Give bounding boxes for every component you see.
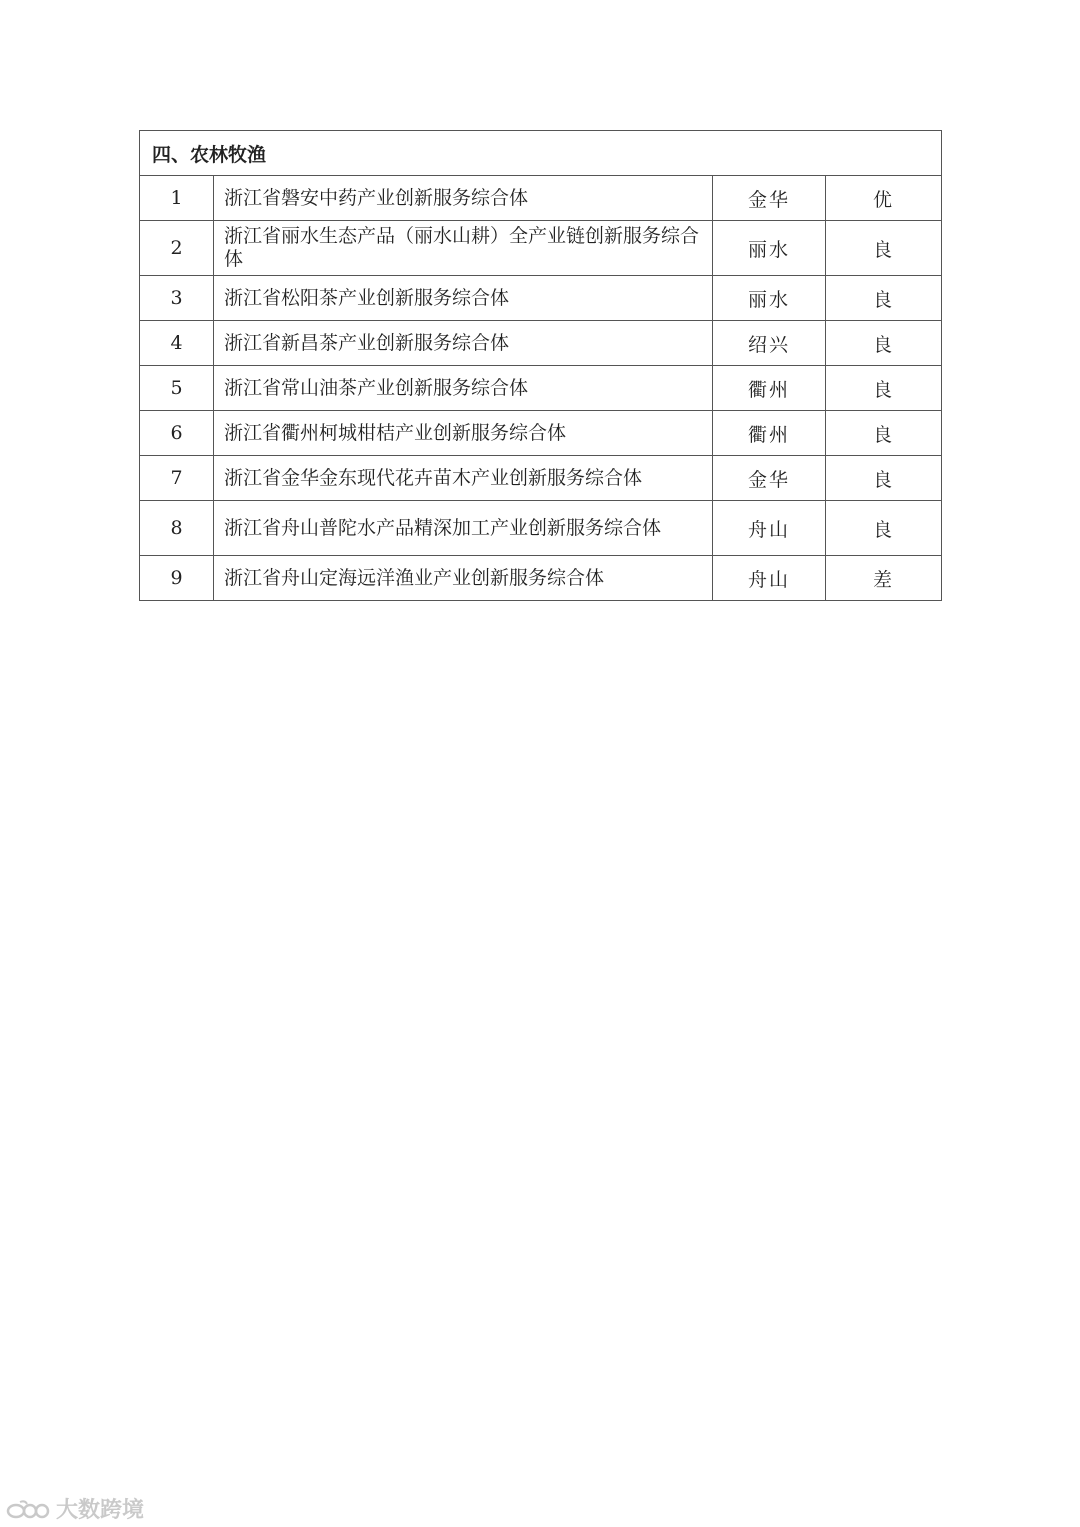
row-number: 9 [140, 556, 214, 601]
table-row [140, 276, 942, 321]
table-row [140, 556, 942, 601]
row-number: 8 [140, 501, 214, 556]
row-city: 丽水 [713, 221, 826, 276]
row-number: 3 [140, 276, 214, 321]
row-city: 金华 [713, 456, 826, 501]
table-row [140, 456, 942, 501]
row-number: 7 [140, 456, 214, 501]
row-grade: 良 [826, 221, 942, 276]
row-number: 2 [140, 221, 214, 276]
row-grade: 良 [826, 321, 942, 366]
row-grade: 优 [826, 176, 942, 221]
row-name: 浙江省舟山定海远洋渔业产业创新服务综合体 [214, 556, 713, 601]
row-name: 浙江省磐安中药产业创新服务综合体 [214, 176, 713, 221]
evaluation-table [139, 130, 942, 601]
watermark-text: 大数跨境 [56, 1498, 145, 1523]
table-row [140, 411, 942, 456]
watermark [6, 1493, 144, 1524]
table-row [140, 366, 942, 411]
row-name: 浙江省金华金东现代花卉苗木产业创新服务综合体 [214, 456, 713, 501]
section-title: 四、农林牧渔 [140, 131, 942, 176]
table-row [140, 176, 942, 221]
section-header-row [140, 131, 942, 176]
row-grade: 良 [826, 366, 942, 411]
row-name: 浙江省常山油茶产业创新服务综合体 [214, 366, 713, 411]
row-number: 1 [140, 176, 214, 221]
row-grade: 差 [826, 556, 942, 601]
row-city: 衢州 [713, 366, 826, 411]
row-name: 浙江省松阳茶产业创新服务综合体 [214, 276, 713, 321]
row-name: 浙江省衢州柯城柑桔产业创新服务综合体 [214, 411, 713, 456]
row-number: 6 [140, 411, 214, 456]
row-grade: 良 [826, 411, 942, 456]
row-number: 4 [140, 321, 214, 366]
row-name: 浙江省舟山普陀水产品精深加工产业创新服务综合体 [214, 501, 713, 556]
row-city: 金华 [713, 176, 826, 221]
weibo-style-logo-icon [6, 1498, 50, 1520]
row-city: 舟山 [713, 501, 826, 556]
row-city: 衢州 [713, 411, 826, 456]
row-grade: 良 [826, 276, 942, 321]
row-city: 舟山 [713, 556, 826, 601]
table-row [140, 221, 942, 276]
row-city: 绍兴 [713, 321, 826, 366]
row-grade: 良 [826, 456, 942, 501]
row-grade: 良 [826, 501, 942, 556]
row-city: 丽水 [713, 276, 826, 321]
row-name: 浙江省新昌茶产业创新服务综合体 [214, 321, 713, 366]
table-row [140, 501, 942, 556]
table-row [140, 321, 942, 366]
row-name: 浙江省丽水生态产品（丽水山耕）全产业链创新服务综合体 [214, 221, 713, 276]
row-number: 5 [140, 366, 214, 411]
